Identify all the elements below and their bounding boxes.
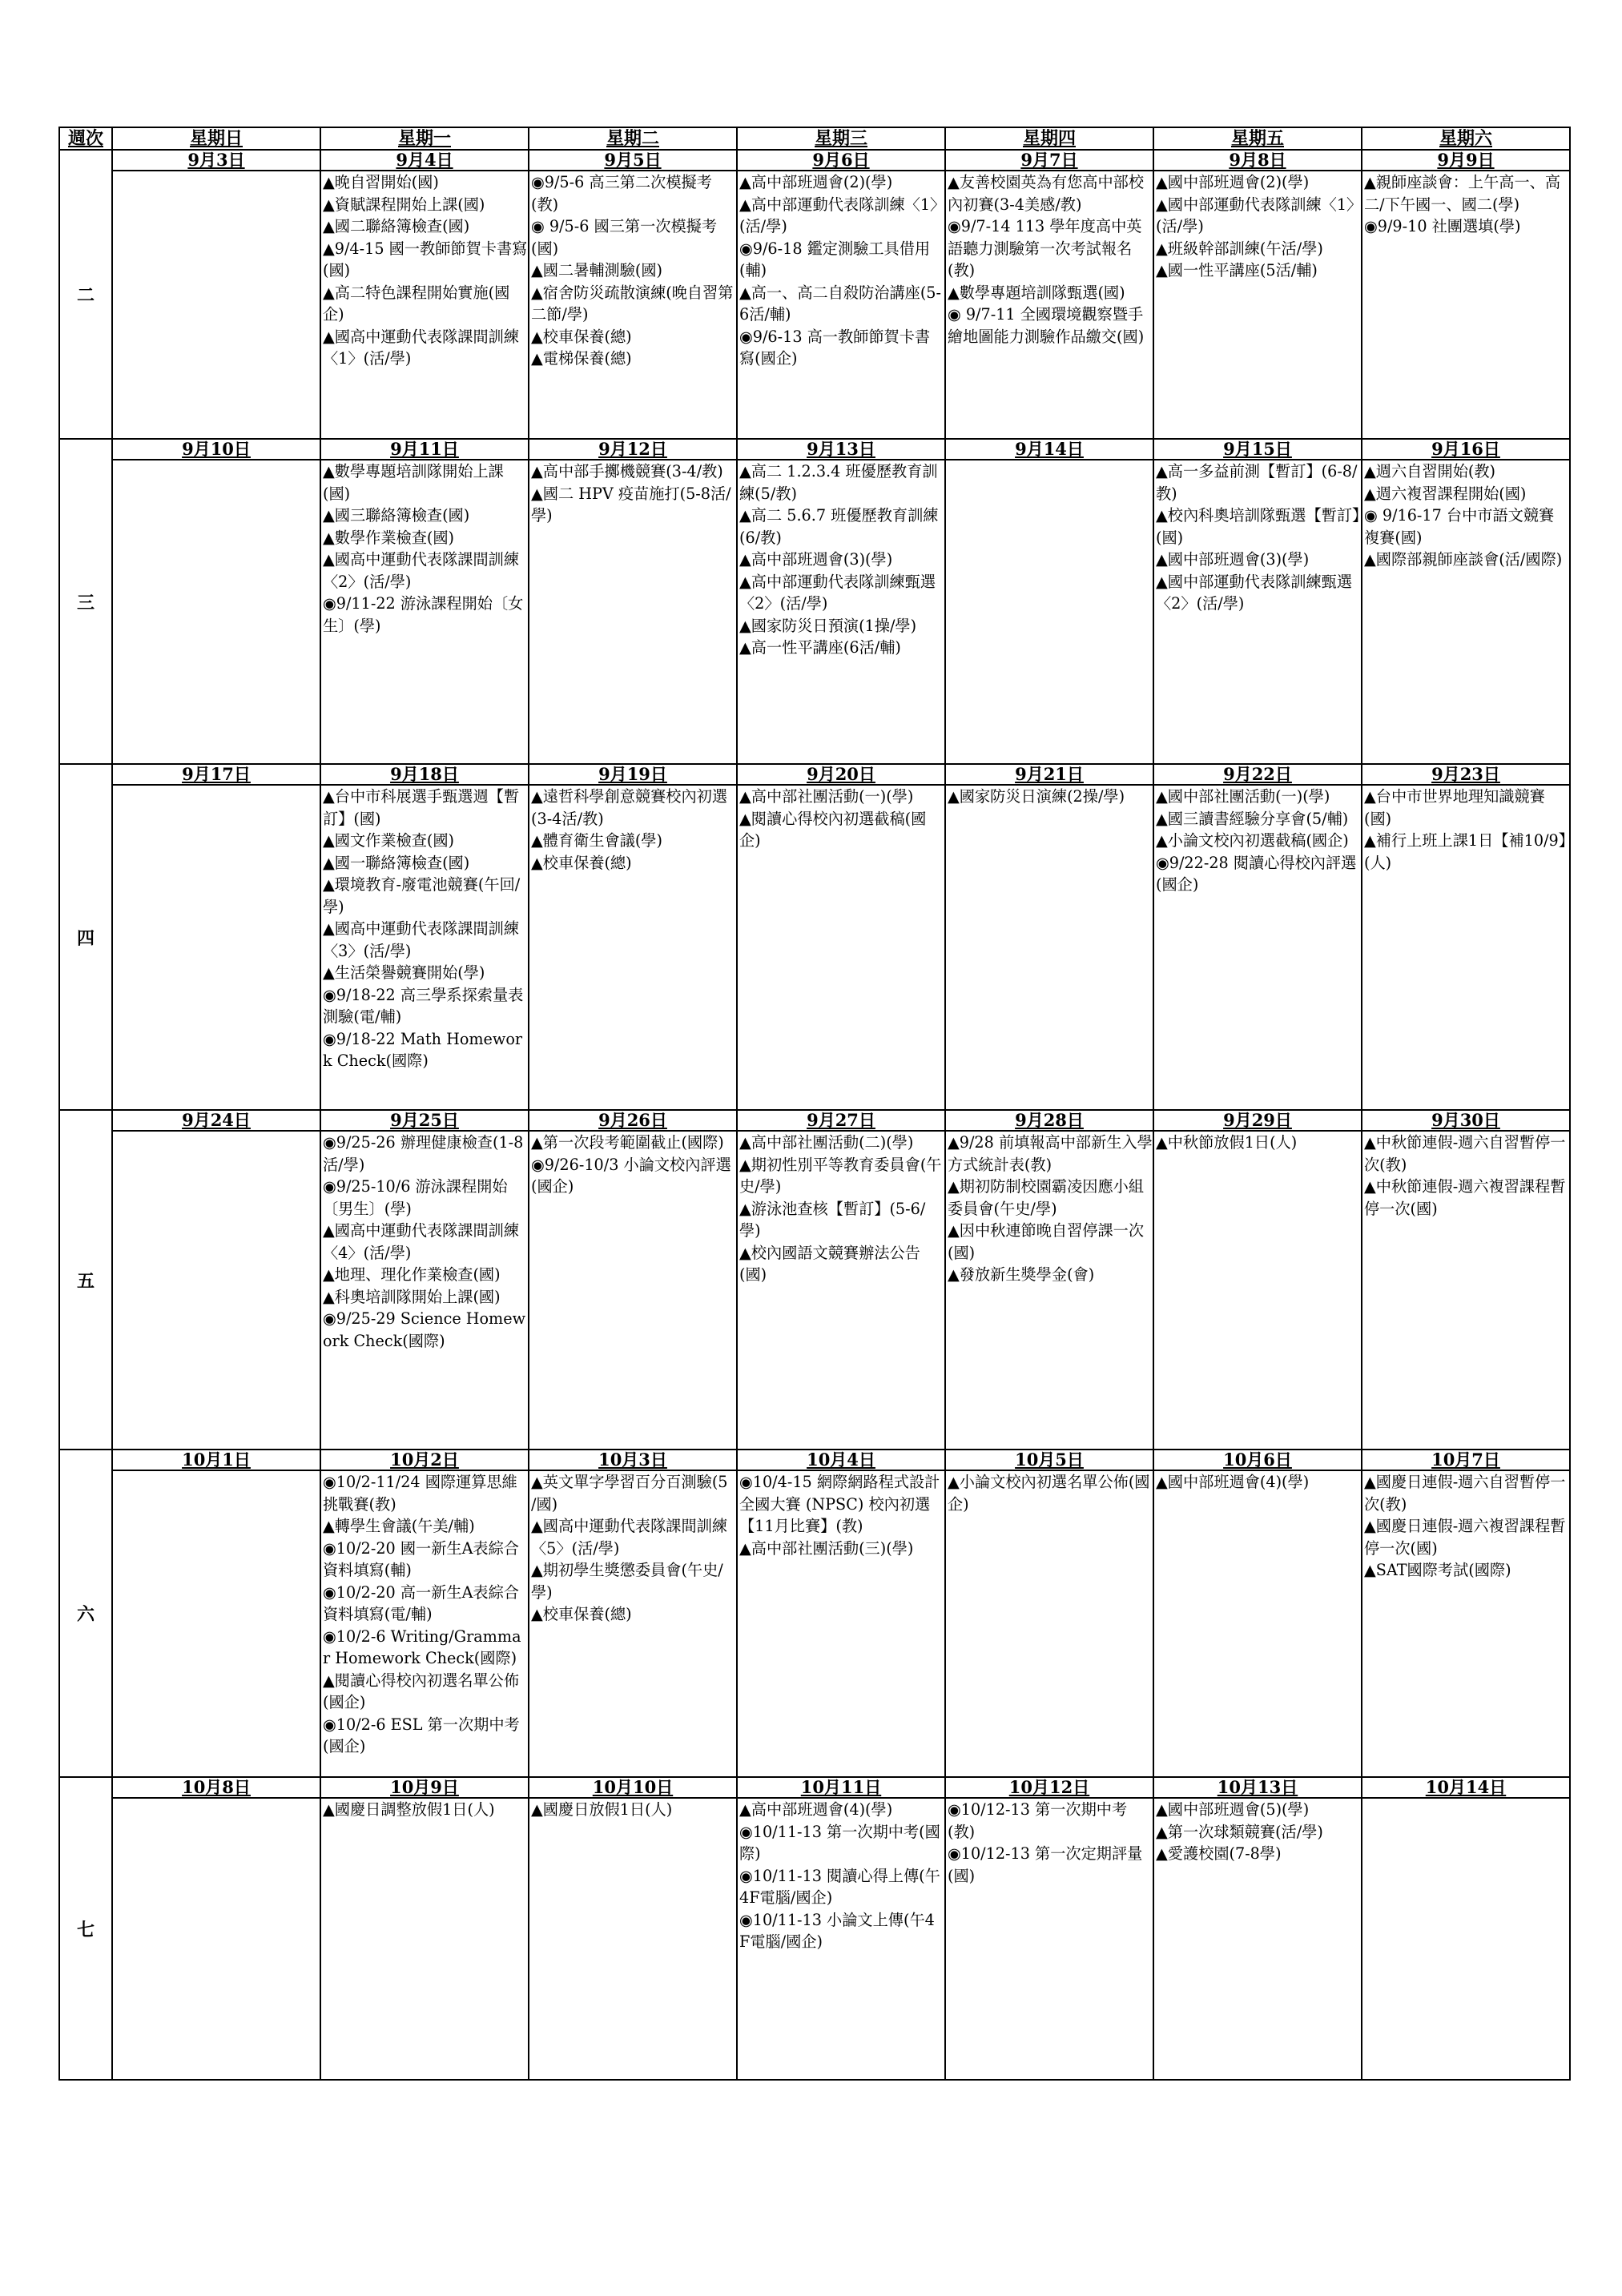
day-header-friday: 星期五 (1153, 127, 1362, 150)
event-item: ▲校車保養(總) (531, 327, 632, 346)
week-events-row (59, 171, 1570, 439)
event-item: ◉ 9/5-6 國三第一次模擬考(國) (531, 217, 718, 258)
day-cell-monday (320, 460, 529, 764)
event-item: ▲環境教育-廢電池競賽(午回/學) (323, 875, 521, 916)
day-header-wednesday: 星期三 (737, 127, 945, 150)
day-cell-saturday (1362, 1131, 1570, 1450)
week-events-row (59, 1131, 1570, 1450)
event-item: ▲高中部運動代表隊訓練〈1〉(活/學) (739, 195, 938, 235)
date-label-monday: 9月11日 (320, 439, 529, 460)
event-item: ▲高中部社團活動(三)(學) (739, 1538, 914, 1558)
event-item: ▲高二特色課程開始實施(國企) (323, 283, 510, 324)
event-item: ▲親師座談會：上午高一、高二/下午國一、國二(學) (1364, 173, 1561, 214)
date-label-tuesday: 9月12日 (529, 439, 737, 460)
event-item: ▲小論文校內初選名單公佈(國企) (948, 1473, 1150, 1514)
day-cell-wednesday (737, 1470, 945, 1777)
event-item: ▲國一聯絡簿檢查(國) (323, 853, 470, 872)
day-header-sunday: 星期日 (112, 127, 320, 150)
event-item: ▲地理、理化作業檢查(國) (323, 1265, 501, 1284)
date-label-monday: 9月4日 (320, 150, 529, 171)
event-item: ▲國際部親師座談會(活/國際) (1364, 550, 1563, 569)
day-cell-thursday (945, 1470, 1153, 1777)
event-item: ▲期初性別平等教育委員會(午史/學) (739, 1155, 942, 1196)
event-item: ◉10/2-6 ESL 第一次期中考(國企) (323, 1715, 520, 1755)
event-item: ▲晚自習開始(國) (323, 173, 439, 191)
event-item: ▲閱讀心得校內初選截稿(國企) (739, 809, 927, 850)
event-item: ▲電梯保養(總) (531, 349, 632, 368)
day-cell-tuesday (529, 460, 737, 764)
date-label-saturday: 9月9日 (1362, 150, 1570, 171)
week-number: 四 (59, 764, 112, 1110)
date-label-friday: 9月8日 (1153, 150, 1362, 171)
date-label-wednesday: 9月13日 (737, 439, 945, 460)
date-label-sunday: 10月1日 (112, 1450, 320, 1470)
event-item: ▲友善校園英為有您高中部校內初賽(3-4美感/教) (948, 173, 1145, 214)
event-item: ◉ 9/7-11 全國環境觀察暨手繪地圖能力測驗作品繳交(國) (948, 305, 1145, 346)
day-header-saturday: 星期六 (1362, 127, 1570, 150)
day-cell-monday (320, 1131, 529, 1450)
date-label-saturday: 9月16日 (1362, 439, 1570, 460)
date-label-tuesday: 9月26日 (529, 1110, 737, 1131)
event-item: ▲週六複習課程開始(國) (1364, 484, 1527, 503)
day-header-monday: 星期一 (320, 127, 529, 150)
event-item: ▲國中部社團活動(一)(學) (1156, 787, 1330, 806)
event-item: ◉10/12-13 第一次期中考(教) (948, 1800, 1128, 1841)
date-label-saturday: 10月14日 (1362, 1777, 1570, 1798)
date-label-sunday: 9月24日 (112, 1110, 320, 1131)
date-label-saturday: 9月23日 (1362, 764, 1570, 785)
event-item: ▲校內科奧培訓隊甄選【暫訂】(國) (1156, 506, 1360, 547)
event-item: ◉9/11-22 游泳課程開始〔女生〕(學) (323, 594, 524, 635)
event-item: ▲科奧培訓隊開始上課(國) (323, 1287, 501, 1306)
date-label-wednesday: 9月20日 (737, 764, 945, 785)
date-label-tuesday: 10月3日 (529, 1450, 737, 1470)
event-item: ▲國中部班週會(2)(學) (1156, 173, 1310, 191)
event-item: ▲高中部社團活動(二)(學) (739, 1133, 914, 1152)
day-cell-saturday (1362, 1798, 1570, 2080)
date-label-tuesday: 9月5日 (529, 150, 737, 171)
day-cell-tuesday (529, 1798, 737, 2080)
event-item: ▲國中部班週會(4)(學) (1156, 1473, 1310, 1491)
event-item: ▲數學專題培訓隊甄選(國) (948, 283, 1125, 302)
date-label-wednesday: 10月4日 (737, 1450, 945, 1470)
week-date-row (59, 764, 1570, 785)
date-label-friday: 9月29日 (1153, 1110, 1362, 1131)
event-item: ◉9/18-22 高三學系探索量表測驗(電/輔) (323, 985, 524, 1026)
date-label-friday: 9月22日 (1153, 764, 1362, 785)
day-cell-friday (1153, 1131, 1362, 1450)
week-events-row (59, 1470, 1570, 1777)
calendar-body (59, 150, 1570, 2080)
week-date-row (59, 1777, 1570, 1798)
date-label-wednesday: 9月27日 (737, 1110, 945, 1131)
event-item: ◉10/2-6 Writing/Grammar Homework Check(國際) (323, 1627, 521, 1667)
event-item: ▲國中部運動代表隊訓練甄選〈2〉(活/學) (1156, 572, 1353, 613)
event-item: ▲國慶日放假1日(人) (531, 1800, 673, 1819)
day-cell-friday (1153, 171, 1362, 439)
event-item: ▲國慶日連假-週六複習課程暫停一次(國) (1364, 1517, 1566, 1558)
date-label-friday: 9月15日 (1153, 439, 1362, 460)
event-item: ◉9/18-22 Math Homework Check(國際) (323, 1029, 523, 1070)
event-item: ▲班級幹部訓練(午活/學) (1156, 239, 1323, 258)
day-cell-friday (1153, 1470, 1362, 1777)
event-item: ▲國高中運動代表隊課間訓練〈1〉(活/學) (323, 327, 520, 368)
event-item: ◉ 9/16-17 台中市語文競賽複賽(國) (1364, 506, 1555, 547)
week-number: 六 (59, 1450, 112, 1777)
event-item: ▲愛護校園(7-8學) (1156, 1844, 1282, 1863)
date-label-monday: 9月25日 (320, 1110, 529, 1131)
date-label-thursday: 9月28日 (945, 1110, 1153, 1131)
event-item: ▲高中部運動代表隊訓練甄選〈2〉(活/學) (739, 572, 936, 613)
day-cell-tuesday (529, 171, 737, 439)
event-item: ▲中秋節放假1日(人) (1156, 1133, 1298, 1152)
event-item: ▲高中部手擲機競賽(3-4/教) (531, 462, 723, 481)
day-cell-monday (320, 171, 529, 439)
date-label-saturday: 10月7日 (1362, 1450, 1570, 1470)
event-item: ▲補行上班上課1日【補10/9】(人) (1364, 831, 1567, 872)
day-cell-saturday (1362, 785, 1570, 1110)
event-item: ▲校內國語文競賽辦法公告(國) (739, 1243, 920, 1284)
event-item: ◉10/11-13 閱讀心得上傳(午4F電腦/國企) (739, 1866, 940, 1907)
date-label-saturday: 9月30日 (1362, 1110, 1570, 1131)
date-label-monday: 10月9日 (320, 1777, 529, 1798)
event-item: ▲高一多益前測【暫訂】(6-8/教) (1156, 462, 1358, 503)
date-label-thursday: 9月21日 (945, 764, 1153, 785)
event-item: ▲宿舍防災疏散演練(晚自習第二節/學) (531, 283, 734, 324)
day-cell-monday (320, 1798, 529, 2080)
day-cell-tuesday (529, 1131, 737, 1450)
event-item: ◉9/7-14 113 學年度高中英語聽力測驗第一次考試報名(教) (948, 217, 1142, 279)
event-item: ◉9/9-10 社團選填(學) (1364, 217, 1521, 235)
day-cell-saturday (1362, 1470, 1570, 1777)
day-cell-sunday (112, 171, 320, 439)
week-column-header: 週次 (59, 127, 112, 150)
date-label-friday: 10月6日 (1153, 1450, 1362, 1470)
event-item: ▲第一次段考範圍截止(國際) (531, 1133, 724, 1152)
event-item: ▲小論文校內初選截稿(國企) (1156, 831, 1349, 850)
day-cell-sunday (112, 1131, 320, 1450)
event-item: ▲校車保養(總) (531, 1605, 632, 1623)
event-item: ▲國中部班週會(3)(學) (1156, 550, 1310, 569)
event-item: ▲高二 1.2.3.4 班優歷教育訓練(5/教) (739, 462, 938, 503)
event-item: ▲生活榮譽競賽開始(學) (323, 963, 485, 982)
date-label-wednesday: 9月6日 (737, 150, 945, 171)
event-item: ▲遠哲科學創意競賽校內初選(3-4活/教) (531, 787, 728, 828)
day-cell-thursday (945, 1131, 1153, 1450)
event-item: ▲國三聯絡簿檢查(國) (323, 506, 470, 525)
event-item: ▲國家防災日演練(2操/學) (948, 787, 1125, 806)
event-item: ▲校車保養(總) (531, 853, 632, 872)
event-item: ▲數學專題培訓隊開始上課(國) (323, 462, 504, 503)
event-item: ◉9/6-13 高一教師節賀卡書寫(國企) (739, 327, 931, 368)
day-cell-wednesday (737, 1131, 945, 1450)
event-item: ▲國中部班週會(5)(學) (1156, 1800, 1310, 1819)
event-item: ▲國文作業檢查(國) (323, 831, 455, 850)
event-item: ▲資賦課程開始上課(國) (323, 195, 485, 214)
date-label-thursday: 10月12日 (945, 1777, 1153, 1798)
event-item: ▲國慶日連假-週六自習暫停一次(教) (1364, 1473, 1566, 1514)
day-cell-sunday (112, 460, 320, 764)
week-number: 五 (59, 1110, 112, 1450)
date-label-wednesday: 10月11日 (737, 1777, 945, 1798)
event-item: ▲國三讀書經驗分享會(5/輔) (1156, 809, 1349, 828)
event-item: ▲數學作業檢查(國) (323, 528, 455, 547)
day-cell-saturday (1362, 171, 1570, 439)
event-item: ◉10/11-13 第一次期中考(國際) (739, 1822, 940, 1863)
date-label-sunday: 9月17日 (112, 764, 320, 785)
event-item: ◉10/2-20 高一新生A表綜合資料填寫(電/輔) (323, 1582, 519, 1623)
event-item: ▲國一性平講座(5活/輔) (1156, 261, 1318, 279)
event-item: ◉10/11-13 小論文上傳(午4F電腦/國企) (739, 1910, 935, 1951)
event-item: ▲高中部班週會(4)(學) (739, 1800, 893, 1819)
event-item: ▲國慶日調整放假1日(人) (323, 1800, 495, 1819)
event-item: ▲英文單字學習百分百測驗(5 /國) (531, 1473, 728, 1514)
event-item: ▲轉學生會議(午美/輔) (323, 1517, 475, 1535)
week-date-row (59, 1450, 1570, 1470)
day-cell-wednesday (737, 460, 945, 764)
event-item: ▲高一、高二自殺防治講座(5-6活/輔) (739, 283, 941, 324)
day-cell-thursday (945, 1798, 1153, 2080)
event-item: ▲9/4-15 國一教師節賀卡書寫(國) (323, 239, 528, 279)
date-label-thursday: 10月5日 (945, 1450, 1153, 1470)
event-item: ▲國二暑輔測驗(國) (531, 261, 663, 279)
day-header-thursday: 星期四 (945, 127, 1153, 150)
event-item: ▲高中部班週會(2)(學) (739, 173, 893, 191)
week-number: 三 (59, 439, 112, 764)
event-item: ▲國高中運動代表隊課間訓練〈4〉(活/學) (323, 1221, 520, 1262)
day-cell-thursday (945, 460, 1153, 764)
event-item: ◉9/5-6 高三第二次模擬考(教) (531, 173, 712, 214)
school-calendar-table (58, 127, 1571, 2081)
day-cell-tuesday (529, 785, 737, 1110)
event-item: ▲國二聯絡簿檢查(國) (323, 217, 470, 235)
day-cell-thursday (945, 785, 1153, 1110)
event-item: ◉10/2-20 國一新生A表綜合資料填寫(輔) (323, 1538, 519, 1579)
event-item: ▲高中部班週會(3)(學) (739, 550, 893, 569)
event-item: ▲第一次球類競賽(活/學) (1156, 1822, 1323, 1841)
event-item: ▲國高中運動代表隊課間訓練〈3〉(活/學) (323, 919, 520, 960)
day-cell-friday (1153, 785, 1362, 1110)
day-cell-sunday (112, 785, 320, 1110)
event-item: ▲國高中運動代表隊課間訓練〈2〉(活/學) (323, 550, 520, 591)
week-number: 七 (59, 1777, 112, 2080)
event-item: ◉9/25-10/6 游泳課程開始〔男生〕(學) (323, 1177, 508, 1218)
day-cell-tuesday (529, 1470, 737, 1777)
event-item: ◉9/26-10/3 小論文校內評選(國企) (531, 1155, 731, 1196)
date-label-thursday: 9月7日 (945, 150, 1153, 171)
day-cell-wednesday (737, 1798, 945, 2080)
day-cell-sunday (112, 1470, 320, 1777)
event-item: ◉9/22-28 閱讀心得校內評選(國企) (1156, 853, 1357, 894)
date-label-monday: 10月2日 (320, 1450, 529, 1470)
week-date-row (59, 439, 1570, 460)
day-cell-wednesday (737, 785, 945, 1110)
event-item: ▲中秋節連假-週六自習暫停一次(教) (1364, 1133, 1566, 1174)
day-cell-saturday (1362, 460, 1570, 764)
event-item: ▲游泳池查核【暫訂】(5-6/學) (739, 1199, 926, 1240)
event-item: ▲國中部運動代表隊訓練〈1〉(活/學) (1156, 195, 1354, 235)
week-events-row (59, 460, 1570, 764)
date-label-monday: 9月18日 (320, 764, 529, 785)
week-date-row (59, 150, 1570, 171)
event-item: ▲國二 HPV 疫苗施打(5-8活/學) (531, 484, 731, 525)
event-item: ▲高中部社團活動(一)(學) (739, 787, 914, 806)
event-item: ◉9/25-29 Science Homework Check(國際) (323, 1309, 526, 1350)
event-item: ◉10/2-11/24 國際運算思維挑戰賽(教) (323, 1473, 517, 1514)
event-item: ▲國家防災日預演(1操/學) (739, 616, 917, 635)
event-item: ▲9/28 前填報高中部新生入學方式統計表(教) (948, 1133, 1153, 1174)
date-label-tuesday: 9月19日 (529, 764, 737, 785)
day-cell-friday (1153, 1798, 1362, 2080)
event-item: ▲週六自習開始(教) (1364, 462, 1496, 481)
date-label-tuesday: 10月10日 (529, 1777, 737, 1798)
event-item: ▲發放新生獎學金(會) (948, 1265, 1095, 1284)
day-cell-monday (320, 785, 529, 1110)
week-number: 二 (59, 150, 112, 439)
event-item: ◉10/12-13 第一次定期評量(國) (948, 1844, 1143, 1885)
event-item: ▲台中市世界地理知識競賽(國) (1364, 787, 1545, 828)
event-item: ▲高一性平講座(6活/輔) (739, 638, 901, 657)
week-events-row (59, 785, 1570, 1110)
date-label-sunday: 10月8日 (112, 1777, 320, 1798)
week-date-row (59, 1110, 1570, 1131)
day-cell-friday (1153, 460, 1362, 764)
event-item: ▲國高中運動代表隊課間訓練〈5〉(活/學) (531, 1517, 728, 1558)
header-row (59, 127, 1570, 150)
event-item: ▲期初防制校園霸凌因應小組委員會(午史/學) (948, 1177, 1145, 1218)
event-item: ▲因中秋連節晚自習停課一次(國) (948, 1221, 1145, 1262)
event-item: ▲體育衛生會議(學) (531, 831, 663, 850)
day-header-tuesday: 星期二 (529, 127, 737, 150)
week-events-row (59, 1798, 1570, 2080)
event-item: ▲閱讀心得校內初選名單公佈(國企) (323, 1671, 520, 1711)
day-cell-wednesday (737, 171, 945, 439)
day-cell-thursday (945, 171, 1153, 439)
date-label-sunday: 9月3日 (112, 150, 320, 171)
event-item: ◉10/4-15 網際網路程式設計全國大賽 (NPSC) 校內初選【11月比賽】(教) (739, 1473, 940, 1535)
date-label-friday: 10月13日 (1153, 1777, 1362, 1798)
date-label-sunday: 9月10日 (112, 439, 320, 460)
date-label-thursday: 9月14日 (945, 439, 1153, 460)
event-item: ▲期初學生獎懲委員會(午史/學) (531, 1561, 723, 1602)
event-item: ▲高二 5.6.7 班優歷教育訓練(6/教) (739, 506, 939, 547)
event-item: ◉9/6-18 鑑定測驗工具借用(輔) (739, 239, 931, 279)
day-cell-sunday (112, 1798, 320, 2080)
event-item: ▲台中市科展選手甄選週【暫訂】(國) (323, 787, 520, 828)
day-cell-monday (320, 1470, 529, 1777)
event-item: ▲SAT國際考試(國際) (1364, 1561, 1511, 1579)
event-item: ◉9/25-26 辦理健康檢查(1-8活/學) (323, 1133, 524, 1174)
event-item: ▲中秋節連假-週六複習課程暫停一次(國) (1364, 1177, 1566, 1218)
